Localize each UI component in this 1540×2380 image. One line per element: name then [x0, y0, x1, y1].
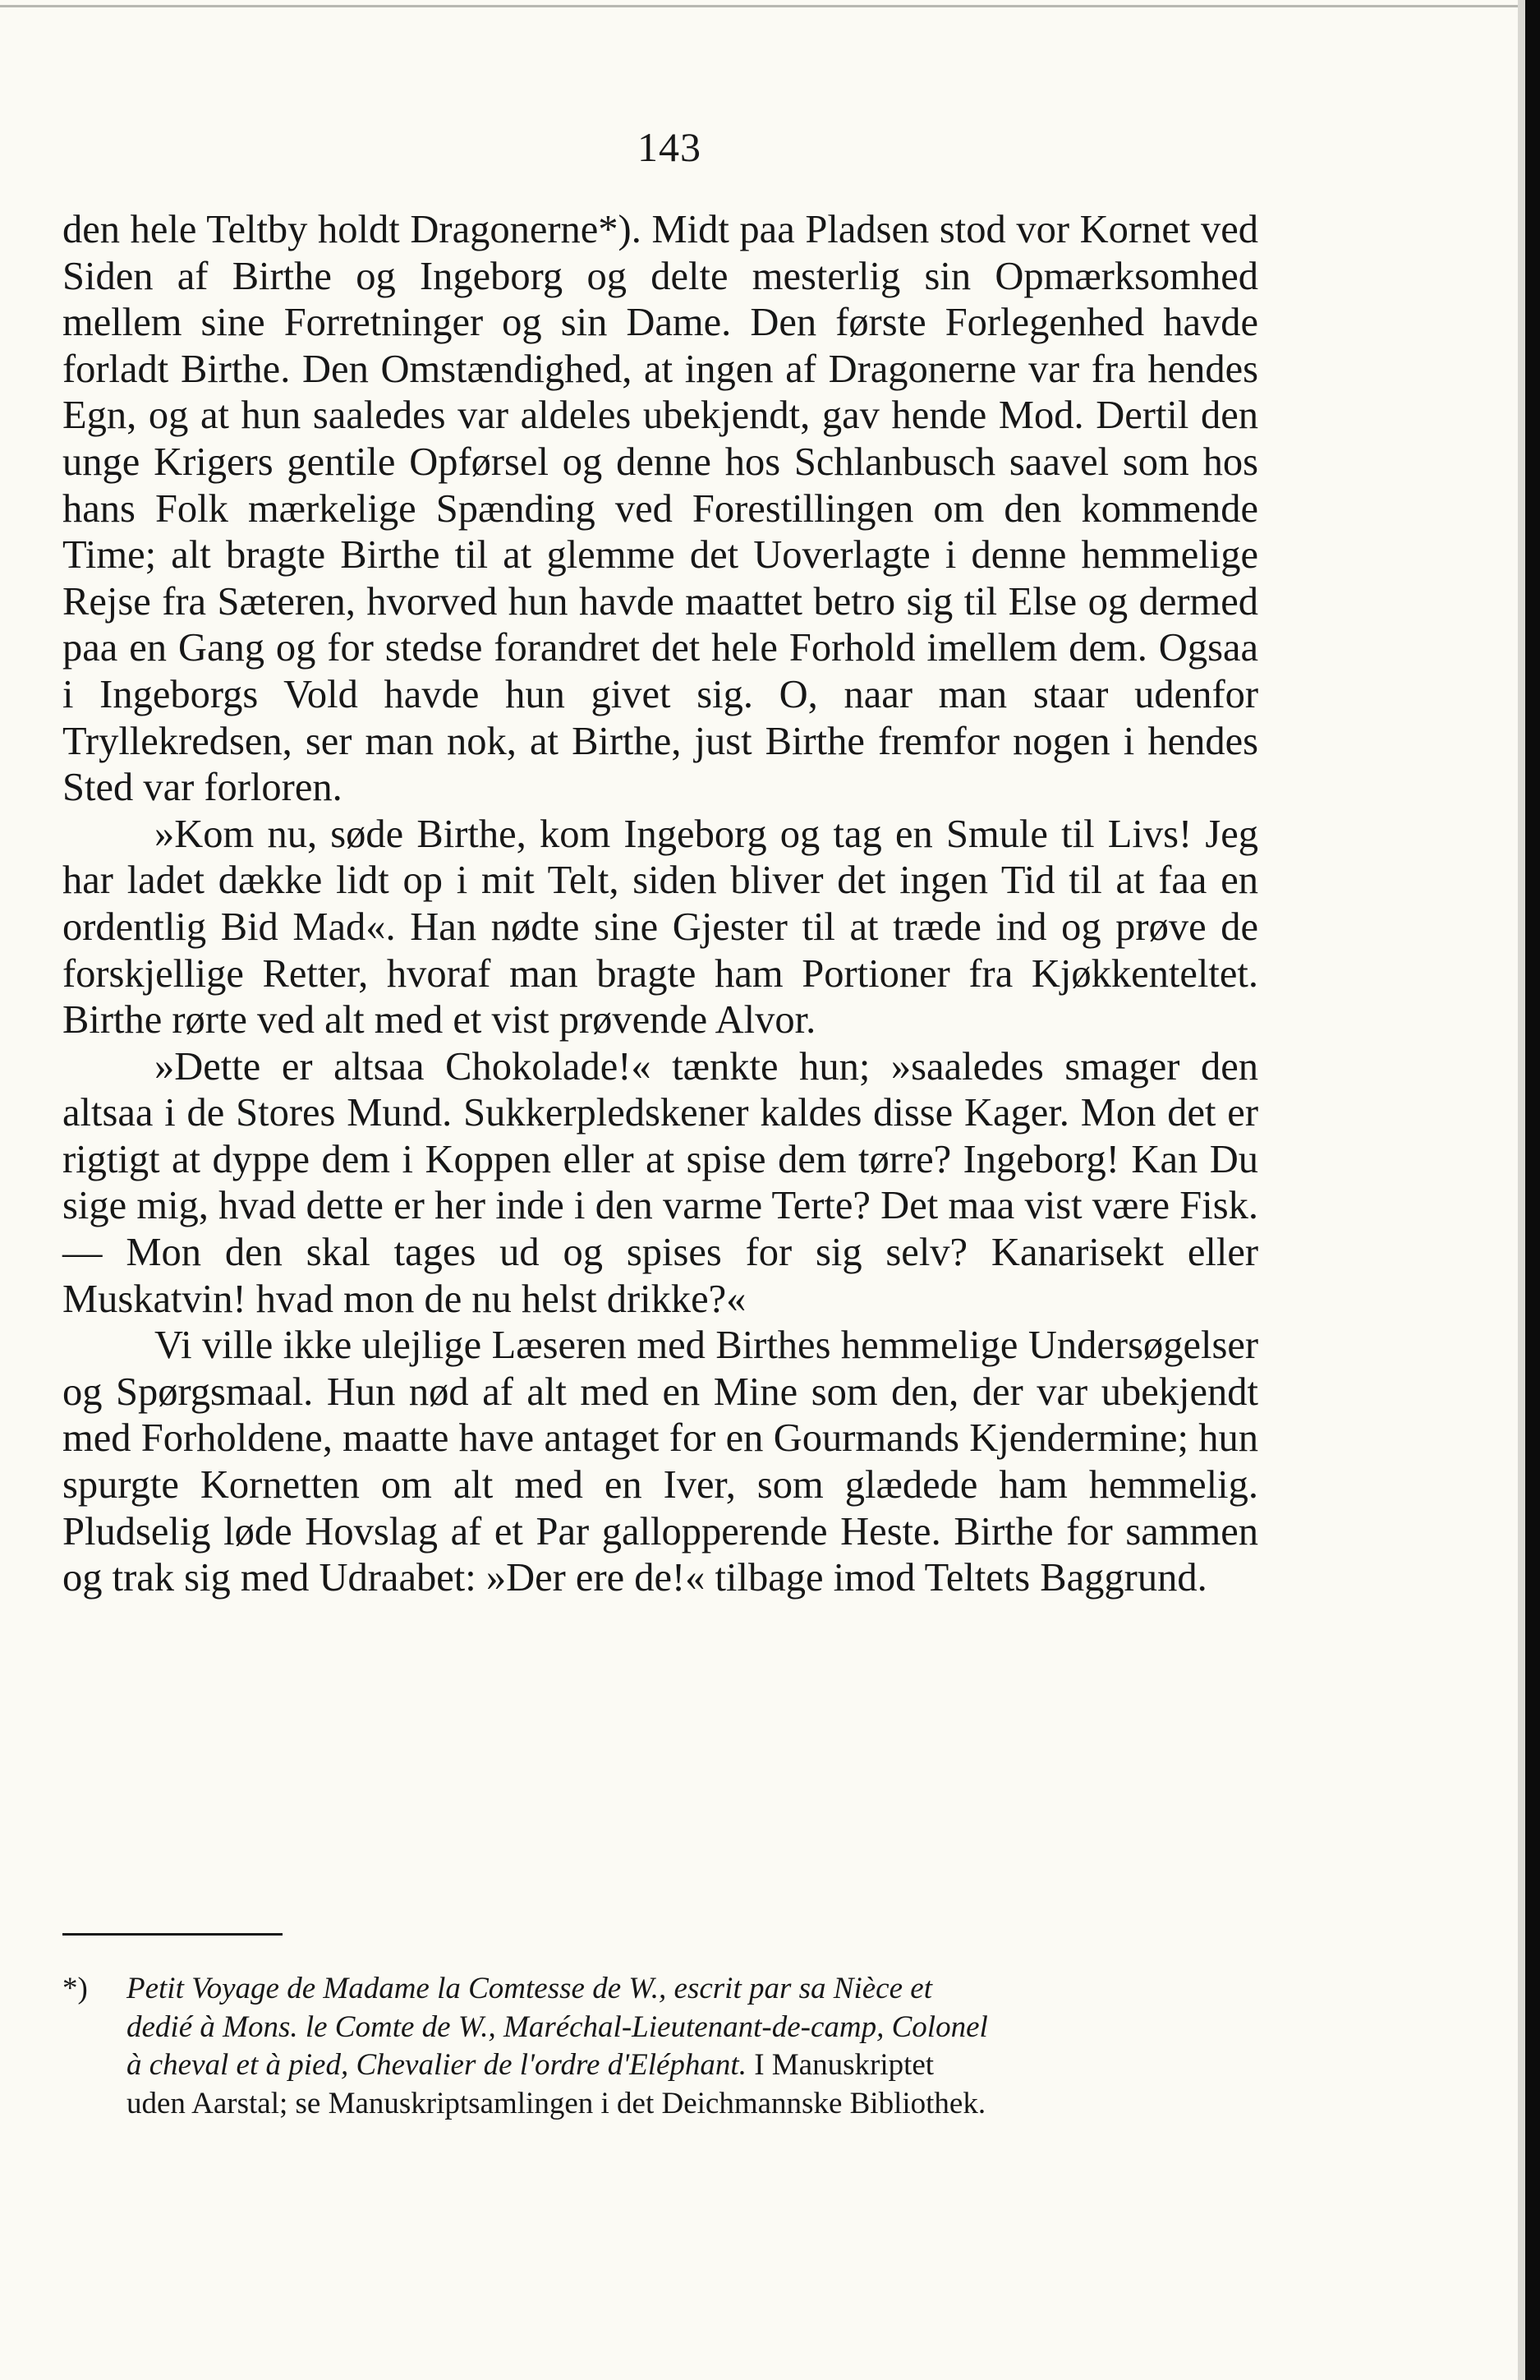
page-fore-edge: [1518, 0, 1525, 2380]
footnote-note-part-2: uden Aarstal; se Manuskriptsamlingen i det Deichmannske Bibliothek.: [126, 2086, 986, 2120]
paragraph-4: Vi ville ikke ulejlige Læseren med Birthes hemmelige Undersøgelser og Spørgsmaal. Hun nød af alt med en Mine som den, der var ubekjendt med Forholdene, maatte have antaget for en Gourmands Kjendermine; hun spurgte Kornetten om alt med en Iver, som glædede ham hemmelig. Pludselig løde Hovslag af et Par gallopperende Heste. Birthe for sammen og trak sig med Udraabet: »Der ere de!« tilbage imod Teltets Baggrund.: [62, 1324, 1258, 1600]
footnote-rule: [62, 1933, 283, 1936]
footnote-title-part-2: dedié à Mons. le Comte de W., Maréchal-Lieutenant-de-camp, Colonel: [126, 2009, 988, 2044]
page-number: 143: [637, 124, 701, 170]
paragraph-2: »Kom nu, søde Birthe, kom Ingeborg og tag en Smule til Livs! Jeg har ladet dække lidt op i mit Telt, siden bliver det ingen Tid til at faa en ordentlig Bid Mad«. Han nødte sine Gjester til at træde ind og prøve de forskjellige Retter, hvoraf man bragte ham Portioner fra Kjøkkenteltet. Birthe rørte ved alt med et vist prøvende Alvor.: [62, 812, 1258, 1043]
scan-right-border: [1525, 0, 1540, 2380]
footnote-title-part-1: Petit Voyage de Madame la Comtesse de W., escrit par sa Nièce et: [126, 1972, 932, 2005]
footnote-line-1: [62, 1970, 1258, 2009]
paragraph-1: den hele Teltby holdt Dragonerne*). Midt paa Pladsen stod vor Kornet ved Siden af Birthe og Ingeborg og delte mesterlig sin Opmærksomhed mellem sine Forretninger og sin Dame. Den første Forlegenhed havde forladt Birthe. Den Omstændighed, at ingen af Dragonerne var fra hendes Egn, og at hun saaledes var aldeles ubekjendt, gav hende Mod. Dertil den unge Krigers gentile Opførsel og denne hos Schlanbusch saavel som hos hans Folk mærkelige Spænding ved Forestillingen om den kommende Time; alt bragte Birthe til at glemme det Uoverlagte i denne hemmelige Rejse fra Sæteren, hvorved hun havde maattet betro sig til Else og dermed paa en Gang og for stedse forandret det hele Forhold imellem dem. Ogsaa i Ingeborgs Vold havde hun givet sig. O, naar man staar udenfor Tryllekredsen, ser man nok, at Birthe, just Birthe fremfor nogen i hendes Sted var forloren.: [62, 208, 1258, 810]
scan-top-edge: [0, 5, 1540, 7]
paragraph-3: »Dette er altsaa Chokolade!« tænkte hun; »saaledes smager den altsaa i de Stores Mund. Sukkerpledskener kaldes disse Kager. Mon det er rigtigt at dyppe dem i Koppen eller at spise dem tørre? Ingeborg! Kan Du sige mig, hvad dette er her inde i den varme Terte? Det maa vist være Fisk. — Mon den skal tages ud og spises for sig selv? Kanarisekt eller Muskatvin! hvad mon de nu helst drikke?«: [62, 1044, 1258, 1321]
footnote-title-part-3: à cheval et à pied, Chevalier de l'ordre d'Eléphant.: [126, 2048, 747, 2082]
footnote: [62, 1970, 1258, 2123]
footnote-line-3: [62, 2046, 1258, 2085]
body-text: [62, 207, 1258, 1602]
footnote-note-part-1: I Manuskriptet: [754, 2048, 935, 2082]
footnote-marker: *): [62, 1972, 88, 2005]
